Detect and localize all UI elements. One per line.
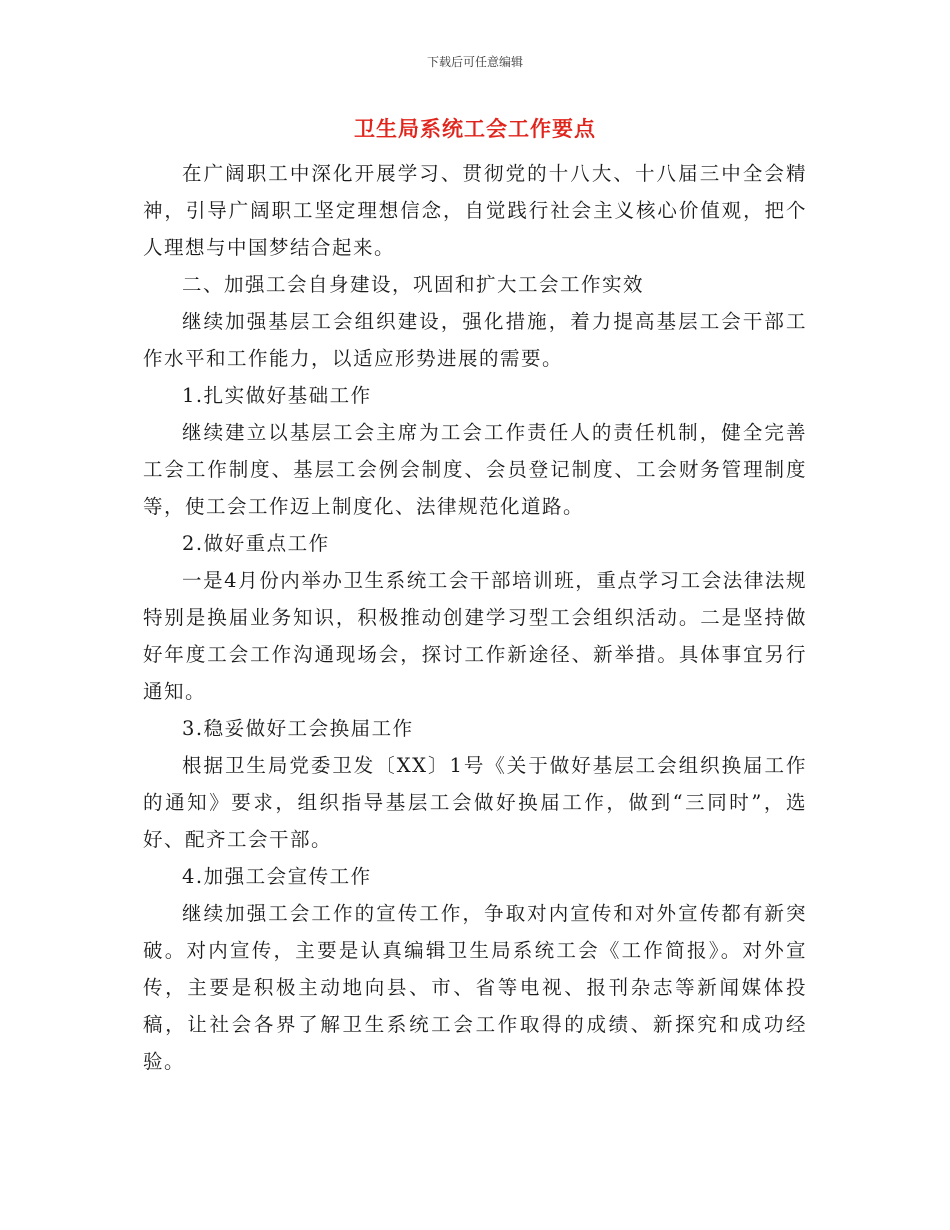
subsection-heading: 3.稳妥做好工会换届工作: [182, 717, 414, 740]
section-heading: 二、加强工会自身建设，巩固和扩大工会工作实效: [182, 273, 645, 296]
paragraph: 根据卫生局党委卫发〔XX〕1号《关于做好基层工会组织换届工作的通知》要求，组织指导基层工会做好换届工作，做到“三同时”，选好、配齐工会干部。: [143, 754, 807, 851]
subsection-heading: 4.加强工会宣传工作: [182, 865, 372, 888]
paragraph: 继续建立以基层工会主席为工会工作责任人的责任机制，健全完善工会工作制度、基层工会例会制度、会员登记制度、工会财务管理制度等，使工会工作迈上制度化、法律规范化道路。: [143, 421, 807, 518]
paragraph: 继续加强基层工会组织建设，强化措施，着力提高基层工会干部工作水平和工作能力，以适应形势进展的需要。: [143, 310, 807, 370]
page-header-note: 下载后可任意编辑: [426, 55, 523, 69]
document-title: 卫生局系统工会工作要点: [354, 117, 596, 141]
subsection-heading: 2.做好重点工作: [182, 532, 330, 555]
paragraph: 一是4月份内举办卫生系统工会干部培训班，重点学习工会法律法规特别是换届业务知识，积极推动创建学习型工会组织活动。二是坚持做好年度工会工作沟通现场会，探讨工作新途径、新举措。具体事宜另行通知。: [143, 569, 807, 703]
subsection-heading: 1.扎实做好基础工作: [182, 384, 372, 407]
paragraph: 在广阔职工中深化开展学习、贯彻党的十八大、十八届三中全会精神，引导广阔职工坚定理想信念，自觉践行社会主义核心价值观，把个人理想与中国梦结合起来。: [143, 162, 807, 259]
paragraph: 继续加强工会工作的宣传工作，争取对内宣传和对外宣传都有新突破。对内宣传，主要是认真编辑卫生局系统工会《工作简报》。对外宣传，主要是积极主动地向县、市、省等电视、报刊杂志等新闻媒体投稿，让社会各界了解卫生系统工会工作取得的成绩、新探究和成功经验。: [143, 902, 807, 1073]
document-body: [143, 155, 807, 1080]
